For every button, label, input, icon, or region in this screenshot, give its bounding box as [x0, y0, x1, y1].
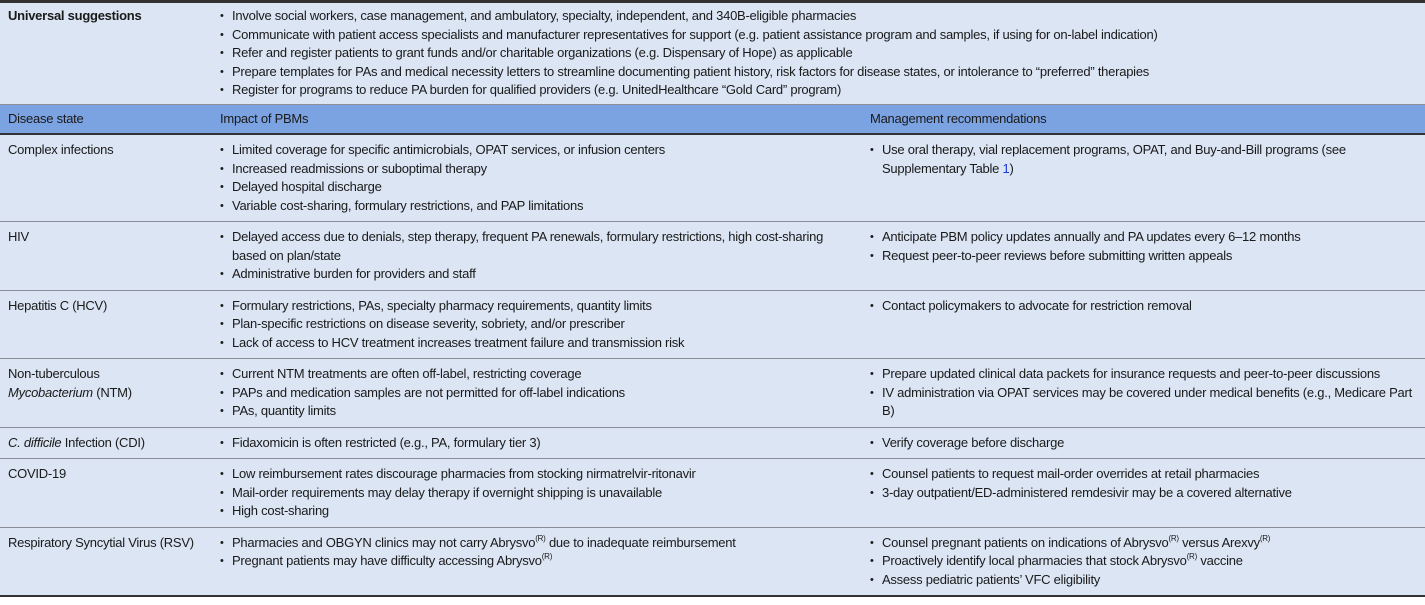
- bullet-item: [220, 402, 854, 421]
- disease-state-cell: [0, 459, 212, 528]
- management-cell: [862, 527, 1425, 596]
- bullet-item: [220, 160, 854, 179]
- text-fragment: Administrative burden for providers and staff: [232, 266, 476, 281]
- text-fragment: Mail-order requirements may delay therapy if overnight shipping is unavailable: [232, 484, 662, 500]
- impact-cell: [212, 359, 862, 428]
- bullet-list: [870, 365, 1417, 421]
- text-fragment: Respiratory Syncytial Virus (RSV): [8, 534, 194, 550]
- universal-suggestions-cell: [212, 2, 1425, 105]
- registered-superscript: (R): [535, 533, 546, 543]
- bullet-item: [220, 81, 1417, 100]
- text-fragment: PAPs and medication samples are not permitted for off-label indications: [232, 384, 625, 400]
- disease-row: [0, 527, 1425, 596]
- text-fragment: Assess pediatric patients’ VFC eligibility: [882, 571, 1101, 587]
- text-fragment: (NTM): [92, 384, 132, 400]
- impact-cell: [212, 527, 862, 596]
- text-fragment: Infection (CDI): [61, 434, 145, 450]
- disease-state-cell: [0, 290, 212, 359]
- bullet-item: [220, 265, 854, 284]
- table-header-row: [0, 104, 1425, 134]
- bullet-item: [220, 384, 854, 403]
- bullet-list: [220, 141, 854, 215]
- bullet-item: [870, 365, 1417, 384]
- management-cell: [862, 459, 1425, 528]
- bullet-item: [220, 178, 854, 197]
- bullet-item: [220, 297, 854, 316]
- bullet-list: [220, 228, 854, 284]
- bullet-list: [870, 534, 1417, 590]
- bullet-list: [220, 297, 854, 353]
- impact-cell: [212, 427, 862, 459]
- text-fragment: Delayed access due to denials, step therapy, frequent PA renewals, formulary restrictions, high cost-sharing based on plan/state: [232, 229, 824, 263]
- bullet-item: [870, 534, 1417, 553]
- universal-suggestions-list: [220, 7, 1417, 100]
- management-cell: [862, 134, 1425, 222]
- text-fragment: Proactively identify local pharmacies that stock Abrysvo: [882, 553, 1187, 568]
- bullet-item: [220, 315, 854, 334]
- text-fragment: Plan-specific restrictions on disease severity, sobriety, and/or prescriber: [232, 316, 625, 331]
- management-cell: [862, 222, 1425, 291]
- bullet-item: [870, 465, 1417, 484]
- text-fragment: Hepatitis C (HCV): [8, 297, 108, 313]
- registered-superscript: (R): [1259, 533, 1271, 543]
- text-fragment: Current NTM treatments are often off-label, restricting coverage: [232, 366, 582, 381]
- bullet-list: [220, 534, 854, 571]
- text-fragment: Limited coverage for specific antimicrobials, OPAT services, or infusion centers: [232, 142, 666, 157]
- disease-state-cell: [0, 427, 212, 459]
- text-fragment: versus Arexvy: [1178, 534, 1260, 550]
- text-fragment: Lack of access to HCV treatment increases treatment failure and transmission risk: [232, 334, 685, 350]
- text-fragment: Counsel patients to request mail-order overrides at retail pharmacies: [882, 466, 1260, 481]
- bullet-item: [220, 141, 854, 160]
- registered-superscript: (R): [1186, 552, 1197, 561]
- text-fragment: Communicate with patient access specialists and manufacturer representatives for support (e.g. patient assistance program and samples, if using for on-label indication): [232, 26, 1158, 42]
- bullet-list: [870, 297, 1417, 316]
- disease-row: [0, 134, 1425, 222]
- text-fragment: Prepare updated clinical data packets for insurance requests and peer-to-peer discussions: [882, 366, 1381, 381]
- bullet-item: [220, 7, 1417, 26]
- bullet-item: [220, 197, 854, 216]
- text-fragment: COVID-19: [8, 466, 66, 481]
- management-cell: [862, 427, 1425, 459]
- bullet-item: [220, 534, 854, 553]
- bullet-item: [220, 465, 854, 484]
- disease-state-cell: [0, 134, 212, 222]
- disease-row: [0, 427, 1425, 459]
- bullet-item: [220, 552, 854, 571]
- text-fragment: Use oral therapy, vial replacement programs, OPAT, and Buy-and-Bill programs (see Supplementary Table: [882, 142, 1346, 176]
- text-fragment: Counsel pregnant patients on indications of Abrysvo: [882, 534, 1169, 550]
- bullet-item: [870, 552, 1417, 571]
- text-fragment: Involve social workers, case management, and ambulatory, specialty, independent, and 340B-eligible pharmacies: [232, 8, 857, 23]
- bullet-item: [870, 141, 1417, 178]
- bullet-item: [870, 571, 1417, 590]
- bullet-item: [870, 247, 1417, 266]
- text-fragment: Low reimbursement rates discourage pharmacies from stocking nirmatrelvir-ritonavir: [232, 466, 696, 481]
- text-fragment: Contact policymakers to advocate for restriction removal: [882, 297, 1192, 313]
- bullet-list: [220, 434, 854, 453]
- text-fragment: 3-day outpatient/ED-administered remdesivir may be a covered alternative: [882, 484, 1292, 500]
- management-cell: [862, 290, 1425, 359]
- impact-cell: [212, 459, 862, 528]
- bullet-item: [870, 484, 1417, 503]
- impact-cell: [212, 134, 862, 222]
- text-fragment: C. difficile: [8, 434, 62, 450]
- header-impact-of-pbms: Impact of PBMs: [212, 104, 862, 134]
- text-fragment: Mycobacterium: [8, 384, 93, 400]
- text-fragment: vaccine: [1197, 553, 1243, 568]
- bullet-item: [220, 44, 1417, 63]
- disease-state-cell: [0, 222, 212, 291]
- disease-row: [0, 359, 1425, 428]
- text-fragment: Non-tuberculous: [8, 366, 100, 381]
- text-fragment: HIV: [8, 229, 29, 244]
- text-fragment: Register for programs to reduce PA burden for qualified providers (e.g. UnitedHealthcare “Gold Card” program): [232, 82, 842, 97]
- text-fragment: IV administration via OPAT services may be covered under medical benefits (e.g., Medicare Part B): [882, 384, 1412, 418]
- bullet-item: [220, 334, 854, 353]
- bullet-list: [870, 434, 1417, 453]
- bullet-list: [220, 365, 854, 421]
- text-fragment: Pharmacies and OBGYN clinics may not carry Abrysvo: [232, 534, 536, 550]
- text-fragment: Anticipate PBM policy updates annually and PA updates every 6–12 months: [882, 229, 1301, 244]
- header-disease-state: Disease state: [0, 104, 212, 134]
- text-fragment: Fidaxomicin is often restricted (e.g., PA, formulary tier 3): [232, 434, 541, 450]
- bullet-list: [870, 141, 1417, 178]
- universal-suggestions-label: Universal suggestions: [0, 2, 212, 105]
- bullet-item: [870, 297, 1417, 316]
- text-fragment: due to inadequate reimbursement: [545, 534, 736, 550]
- registered-superscript: (R): [1168, 533, 1179, 543]
- text-fragment: Refer and register patients to grant funds and/or charitable organizations (e.g. Dispensary of Hope) as applicable: [232, 45, 853, 60]
- bullet-item: [220, 26, 1417, 45]
- bullet-item: [220, 484, 854, 503]
- disease-state-cell: [0, 359, 212, 428]
- bullet-item: [220, 365, 854, 384]
- bullet-item: [220, 228, 854, 265]
- text-fragment: Formulary restrictions, PAs, specialty pharmacy requirements, quantity limits: [232, 297, 652, 313]
- bullet-list: [870, 228, 1417, 265]
- disease-state-cell: [0, 527, 212, 596]
- text-fragment: Increased readmissions or suboptimal therapy: [232, 160, 487, 176]
- impact-cell: [212, 222, 862, 291]
- text-fragment: Delayed hospital discharge: [232, 179, 382, 194]
- text-fragment: Complex infections: [8, 142, 114, 157]
- text-fragment: Verify coverage before discharge: [882, 434, 1065, 450]
- bullet-item: [870, 434, 1417, 453]
- bullet-item: [220, 502, 854, 521]
- text-fragment: Request peer-to-peer reviews before submitting written appeals: [882, 247, 1233, 263]
- bullet-list: [870, 465, 1417, 502]
- text-fragment: Prepare templates for PAs and medical necessity letters to streamline documenting patient history, risk factors for disease states, or intolerance to “preferred” therapies: [232, 63, 1150, 79]
- text-fragment: ): [1009, 160, 1014, 176]
- bullet-item: [220, 434, 854, 453]
- disease-row: [0, 290, 1425, 359]
- disease-row: [0, 459, 1425, 528]
- text-fragment: Pregnant patients may have difficulty accessing Abrysvo: [232, 553, 542, 568]
- bullet-item: [870, 228, 1417, 247]
- bullet-item: [220, 63, 1417, 82]
- management-cell: [862, 359, 1425, 428]
- bullet-item: [870, 384, 1417, 421]
- text-fragment: High cost-sharing: [232, 503, 329, 518]
- impact-cell: [212, 290, 862, 359]
- registered-superscript: (R): [541, 552, 553, 561]
- text-fragment: PAs, quantity limits: [232, 403, 336, 418]
- supplementary-table-link[interactable]: 1: [1002, 160, 1010, 176]
- disease-row: [0, 222, 1425, 291]
- universal-suggestions-row: [0, 2, 1425, 105]
- bullet-list: [220, 465, 854, 521]
- text-fragment: Variable cost-sharing, formulary restrictions, and PAP limitations: [232, 197, 584, 213]
- header-management-recommendations: Management recommendations: [862, 104, 1425, 134]
